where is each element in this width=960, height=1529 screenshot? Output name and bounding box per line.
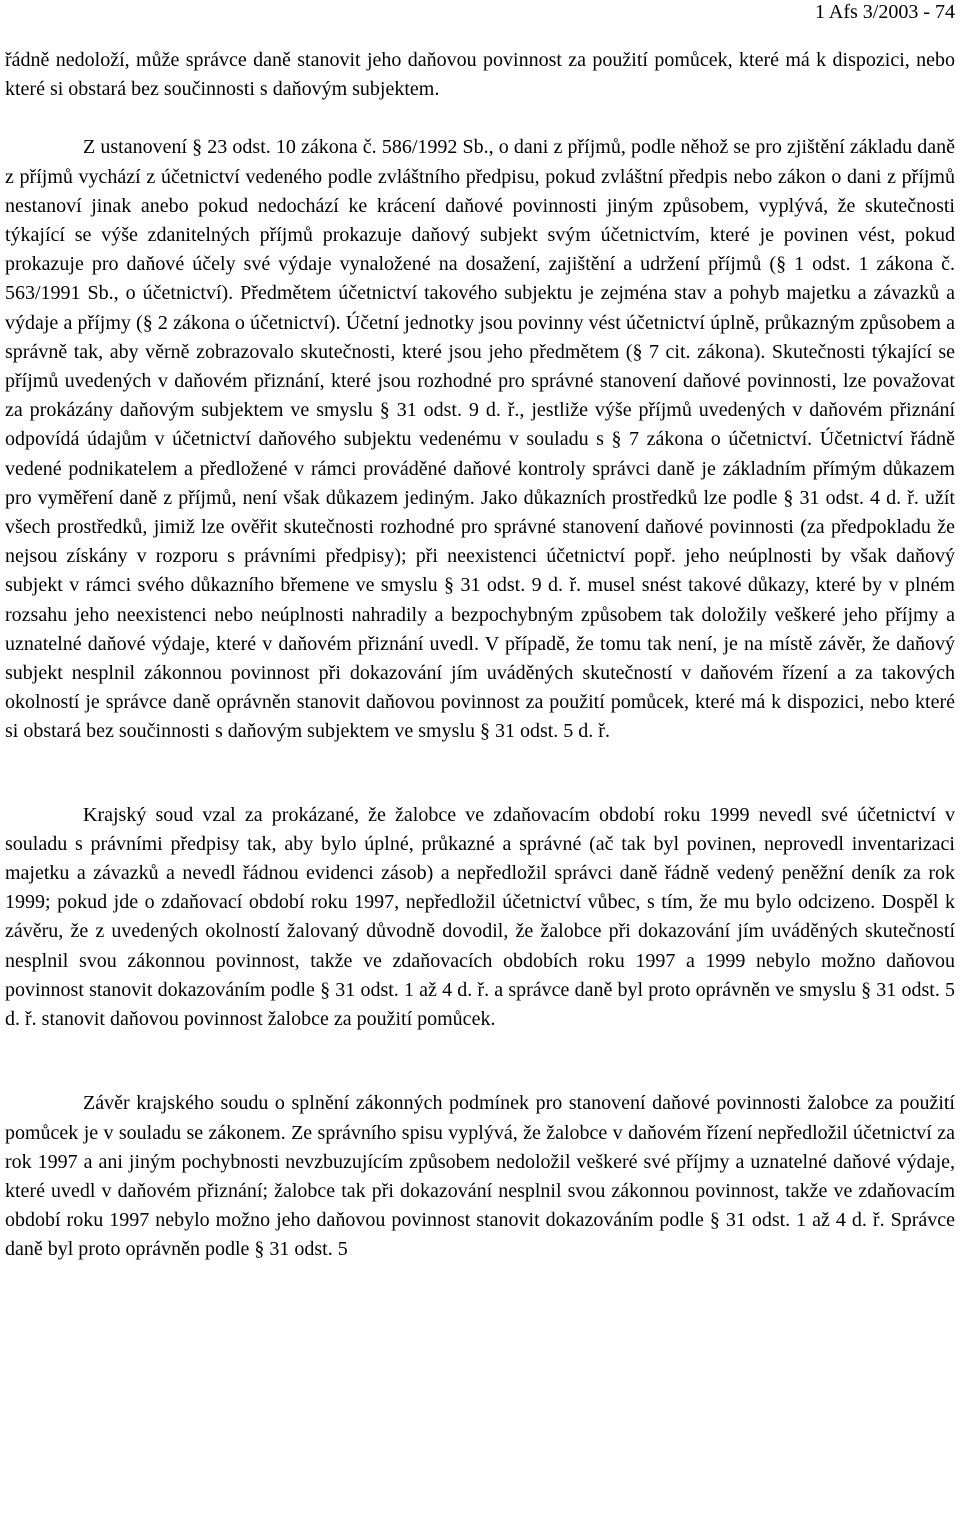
paragraph-legal-basis: Z ustanovení § 23 odst. 10 zákona č. 586/1992 Sb., o dani z příjmů, podle něhož se pro zjištění základu daně z příjmů vychází z účetnictví vedeného podle zvláštního předpisu, pokud zvláštní předpis nebo zákon o dani z příjmů nestanoví jinak anebo pokud nedochází ke krácení daňové povinnosti jiným způsobem, vyplývá, že skutečnosti týkající se výše zdanitelných příjmů prokazuje daňový subjekt svým účetnictvím, které je povinen vést, pokud prokazuje pro daňové účely své výdaje vynaložené na dosažení, zajištění a udržení příjmů (§ 1 odst. 1 zákona č. 563/1991 Sb., o účetnictví). Předmětem účetnictví takového subjektu je zejména stav a pohyb majetku a závazků a výdaje a příjmy (§ 2 zákona o účetnictví). Účetní jednotky jsou povinny vést účetnictví úplně, průkazným způsobem a správně tak, aby věrně zobrazovalo skutečnosti, které jsou jeho předmětem (§ 7 cit. zákona). Skutečnosti týkající se příjmů uvedených v daňovém přiznání, které jsou rozhodné pro správné stanovení daňové povinnosti, lze považovat za prokázány daňovým subjektem ve smyslu § 31 odst. 9 d. ř., jestliže výše příjmů uvedených v daňovém přiznání odpovídá údajům v účetnictví daňového subjektu vedenému v souladu s § 7 zákona o účetnictví. Účetnictví řádně vedené podnikatelem a předložené v rámci prováděné daňové kontroly správci daně je základním přímým důkazem pro vyměření daně z příjmů, není však důkazem jediným. Jako důkazních prostředků lze podle § 31 odst. 4 d. ř. užít všech prostředků, jimiž lze ověřit skutečnosti rozhodné pro správné stanovení daňové povinnosti (za předpokladu že nejsou získány v rozporu s právními předpisy); při neexistenci účetnictví popř. jeho neúplnosti by však daňový subjekt v rámci svého důkazního břemene ve smyslu § 31 odst. 9 d. ř. musel snést takové důkazy, které by v plném rozsahu jeho neexistenci nebo neúplnosti nahradily a bezpochybným způsobem tak doložily veškeré jeho příjmy a uznatelné daňové výdaje, které v daňovém přiznání uvedl. V případě, že tomu tak není, je na místě závěr, že daňový subjekt nesplnil zákonnou povinnost při dokazování jím uváděných skutečností v daňovém řízení a za takových okolností je správce daně oprávněn stanovit daňovou povinnost za použití pomůcek, které má k dispozici, nebo které si obstará bez součinnosti s daňovým subjektem ve smyslu § 31 odst. 5 d. ř. (5, 136, 955, 743)
paragraph-spacer (5, 104, 955, 133)
paragraph-spacer (5, 1034, 955, 1089)
case-reference: 1 Afs 3/2003 - 74 (815, 1, 955, 23)
paragraph-conclusion: Závěr krajského soudu o splnění zákonných podmínek pro stanovení daňové povinnosti žalobce za použití pomůcek je v souladu se zákonem. Ze správního spisu vyplývá, že žalobce v daňovém řízení nepředložil účetnictví za rok 1997 a ani jiným pochybnosti nevzbuzujícím způsobem nedoložil veškeré své příjmy a uznatelné daňové výdaje, které uvedl v daňovém přiznání; žalobce tak při dokazování nesplnil svou zákonnou povinnost, takže ve zdaňovacím období roku 1997 nebylo možno jeho daňovou povinnost stanovit dokazováním podle § 31 odst. 1 až 4 d. ř. Správce daně byl proto oprávněn podle § 31 odst. 5 (5, 1092, 955, 1261)
paragraph-regional-court: Krajský soud vzal za prokázané, že žalobce ve zdaňovacím období roku 1999 nevedl své účetnictví v souladu s právními předpisy tak, aby bylo úplné, průkazné a správné (ač tak byl povinen, neprovedl inventarizaci majetku a závazků a nevedl řádnou evidenci zásob) a nepředložil správci daně řádně vedený peněžní deník za rok 1999; pokud jde o zdaňovací období roku 1997, nepředložil účetnictví vůbec, s tím, že mu bylo odcizeno. Dospěl k závěru, že z uvedených okolností žalovaný důvodně dovodil, že žalobce při dokazování jím uváděných skutečností nesplnil svou zákonnou povinnost, takže ve zdaňovacích obdobích roku 1997 a 1999 nebylo možno daňovou povinnost stanovit dokazováním podle § 31 odst. 1 až 4 d. ř. a správce daně byl proto oprávněn ve smyslu § 31 odst. 5 d. ř. stanovit daňovou povinnost žalobce za použití pomůcek. (5, 803, 955, 1031)
document-page (5, 0, 955, 1265)
paragraph-spacer (5, 747, 955, 801)
paragraph-continuation: řádně nedoloží, může správce daně stanovit jeho daňovou povinnost za použití pomůcek, které má k dispozici, nebo které si obstará bez součinnosti s daňovým subjektem. (5, 49, 955, 101)
